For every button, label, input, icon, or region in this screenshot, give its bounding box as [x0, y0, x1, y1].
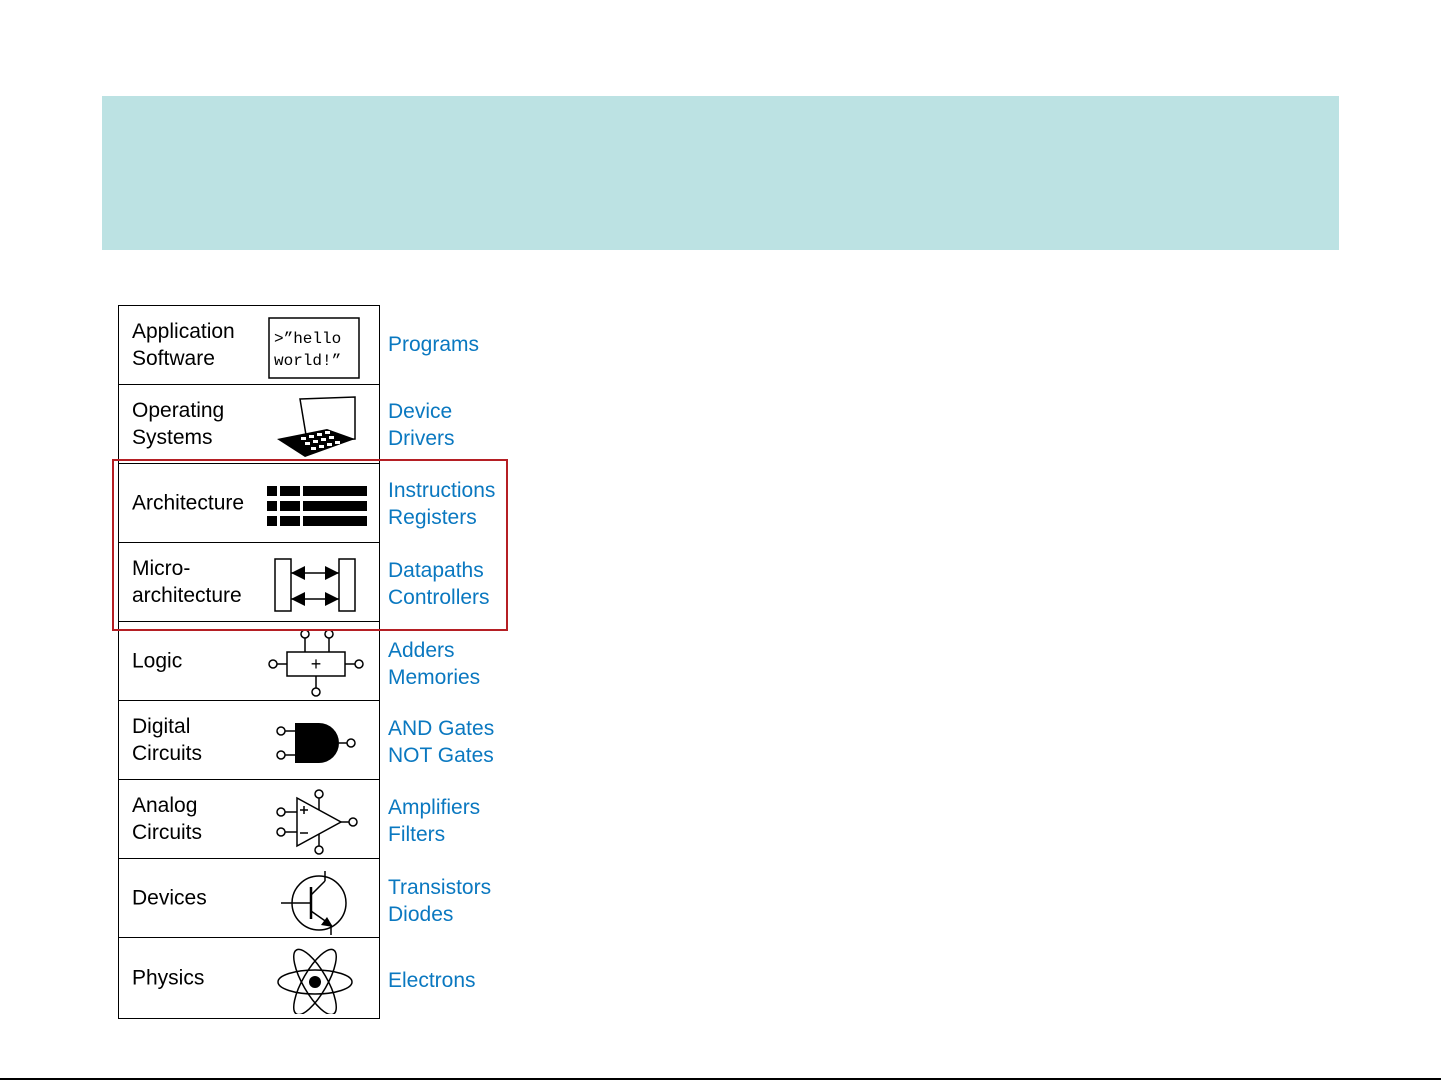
op-amp-icon [267, 784, 367, 856]
layer-label: Operating Systems [132, 399, 225, 449]
layer-label: Physics [132, 966, 205, 989]
layer-row-operating-systems [119, 385, 379, 464]
layer-label: Digital Circuits [132, 715, 203, 765]
terminal-text-line: >”hello [274, 330, 342, 348]
layer-label: Micro- architecture [132, 557, 242, 607]
layer-description: Programs [388, 333, 480, 356]
layer-description: Device Drivers [388, 400, 455, 450]
hello-world-terminal-icon [267, 310, 367, 382]
abstraction-stack [118, 305, 380, 1019]
layer-label: Devices [132, 886, 207, 910]
svg-text:+: + [310, 654, 322, 674]
adder-block-icon [267, 626, 367, 698]
footer-divider [0, 1078, 1441, 1080]
architecture-highlight-box [112, 459, 508, 631]
layer-row-digital-circuits [119, 701, 379, 780]
layer-label: Logic [132, 649, 183, 673]
layer-description: Amplifiers Filters [388, 796, 481, 846]
layer-description: AND Gates NOT Gates [388, 717, 495, 767]
atom-icon [267, 942, 367, 1014]
layer-description: Instructions Registers [388, 479, 496, 529]
layer-description: Adders Memories [388, 639, 481, 689]
layer-row-physics [119, 938, 379, 1017]
and-gate-icon [267, 705, 367, 777]
layer-label: Architecture [132, 491, 245, 515]
layer-description: Electrons [388, 969, 476, 992]
layer-row-devices [119, 859, 379, 938]
layer-row-logic [119, 622, 379, 701]
laptop-icon [267, 389, 367, 461]
layer-row-analog-circuits [119, 780, 379, 859]
terminal-text-line: world!” [274, 352, 342, 370]
transistor-icon [267, 863, 367, 935]
layer-description: Datapaths Controllers [388, 559, 490, 609]
layer-description: Transistors Diodes [388, 876, 492, 926]
layer-label: Application Software [132, 320, 235, 370]
layer-row-application-software [119, 306, 379, 385]
layer-label: Analog Circuits [132, 794, 203, 844]
